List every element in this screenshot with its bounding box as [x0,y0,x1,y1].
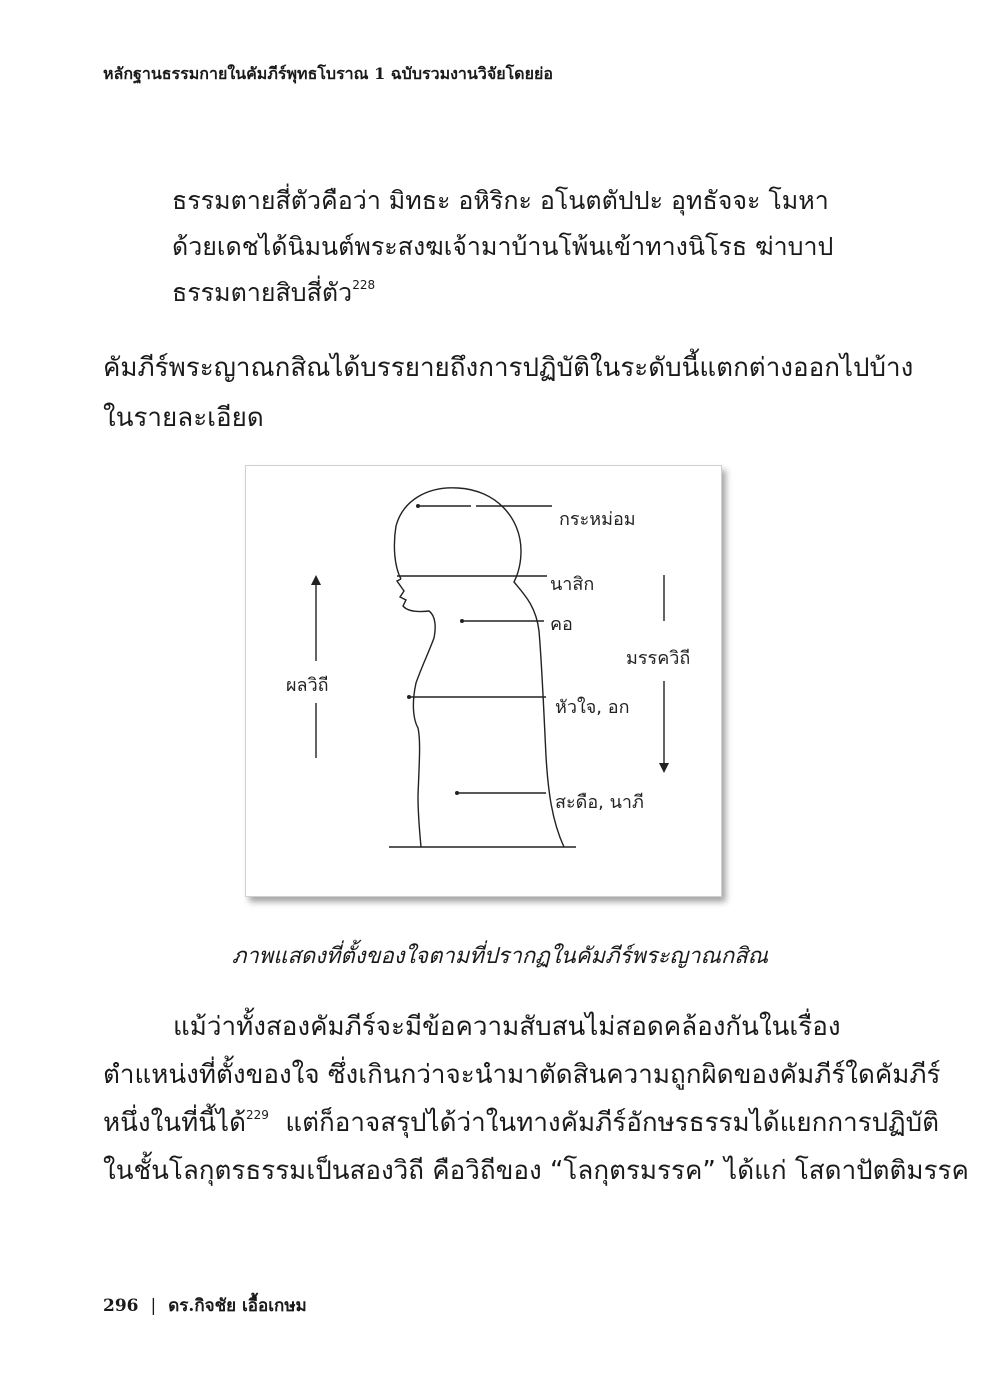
author-name: ดร.กิจชัย เอื้อเกษม [168,1296,307,1316]
label-huajai: หัวใจ, อก [555,697,630,718]
footnote-ref-228[interactable]: 228 [352,278,376,292]
figure-caption: ภาพแสดงที่ตั้งของใจตามที่ปรากฏในคัมภีร์พระญาณกสิณ [231,944,769,969]
label-kho: คอ [550,614,573,635]
paragraph-line-text: แต่ก็อาจสรุปได้ว่าในทางคัมภีร์อักษรธรรมได้แยกการปฏิบัติ [268,1108,940,1138]
paragraph-line: ในชั้นโลกุตรธรรมเป็นสองวิถี คือวิถีของ “โลกุตรมรรค” ได้แก่ โสดาปัตติมรรค [103,1156,969,1186]
paragraph-line: ในรายละเอียด [103,403,264,433]
quote-line-text: ธรรมตายสิบสี่ตัว [172,278,353,307]
paragraph-line: ตำแหน่งที่ตั้งของใจ ซึ่งเกินกว่าจะนำมาตัดสินความถูกผิดของคัมภีร์ใดคัมภีร์ [103,1060,941,1090]
label-kramom: กระหม่อม [559,509,636,530]
label-phonwithi: ผลวิถี [286,675,329,696]
running-header: หลักฐานธรรมกายในคัมภีร์พุทธโบราณ 1 ฉบับรวมงานวิจัยโดยย่อ [103,64,553,83]
pointer-dot [407,695,411,699]
footer-separator: | [150,1296,157,1316]
quote-line [172,270,892,316]
quote-line: ด้วยเดชได้นิมนต์พระสงฆเจ้ามาบ้านโพ้นเข้าทางนิโรธ ฆ่าบาป [172,232,834,261]
label-sadue: สะดือ, นาภี [555,792,644,813]
figure-box [245,465,722,897]
footnote-ref-229[interactable]: 229 [245,1108,269,1122]
quoted-verse [172,178,892,316]
paragraph-line-text: หนึ่งในที่นี้ได้ [103,1108,246,1138]
pointer-dot [455,791,459,795]
quote-line: ธรรมตายสี่ตัวคือว่า มิทธะ อหิริกะ อโนตตัปปะ อุทธัจจะ โมหา [172,186,829,215]
pointer-dot [416,504,420,508]
paragraph-line: แม้ว่าทั้งสองคัมภีร์จะมีข้อความสับสนไม่สอดคล้องกันในเรื่อง [173,1012,841,1042]
paragraph-line: คัมภีร์พระญาณกสิณได้บรรยายถึงการปฏิบัติในระดับนี้แตกต่างออกไปบ้าง [103,353,914,383]
label-nasik: นาสิก [550,574,595,595]
page-footer [103,1292,307,1319]
label-maggawithi: มรรควิถี [626,648,691,669]
page-number: 296 [103,1296,139,1316]
paragraph-2 [103,1003,969,1195]
paragraph-1 [103,343,914,443]
pointer-dot [460,619,464,623]
body-diagram [246,466,721,896]
paragraph-line [103,1099,940,1147]
